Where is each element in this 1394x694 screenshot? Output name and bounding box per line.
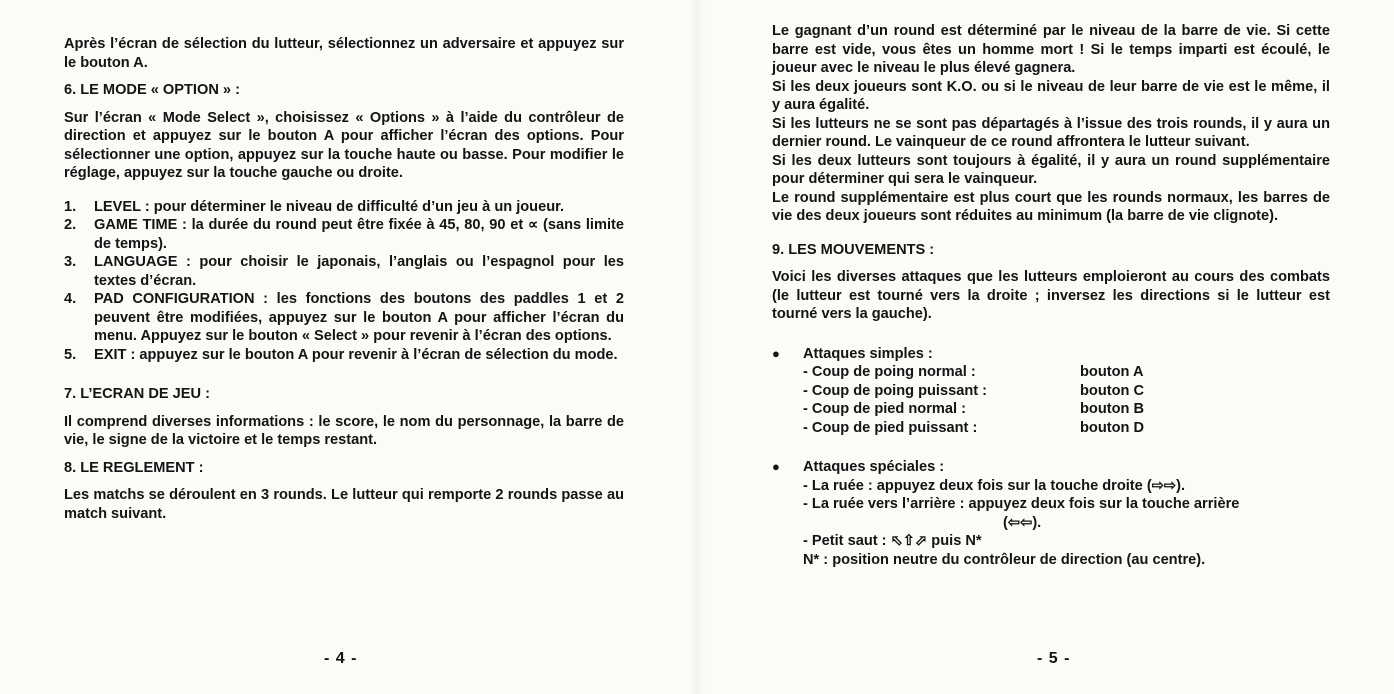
section-8-heading: 8. LE REGLEMENT : (64, 459, 204, 476)
special-move-back-rush: - La ruée vers l’arrière : appuyez deux fois sur la touche arrière (803, 496, 1240, 512)
section-9-paragraph: Voici les diverses attaques que les lutteurs emploieront au cours des combats (le lutteur est tourné vers la droite ; inversez les directions si le lutteur est tourné vers la gauche). (772, 269, 1330, 322)
option-number: 3. (64, 254, 77, 270)
option-item (64, 346, 624, 365)
bullet-icon: ● (772, 459, 780, 474)
rules-paragraph: Le round supplémentaire est plus court que les rounds normaux, les barres de vie des deux joueurs sont réduites au minimum (la barre de vie clignote). (772, 189, 1330, 224)
option-text: LANGUAGE : pour choisir le japonais, l’anglais ou l’espagnol pour les textes d’écran. (94, 254, 624, 289)
rules-paragraph: Le gagnant d’un round est déterminé par le niveau de la barre de vie. Si cette barre est vide, vous êtes un homme mort ! Si le temps imparti est écoulé, le joueur avec le niveau le plus élevé gagnera. (772, 23, 1330, 76)
option-text: GAME TIME : la durée du round peut être fixée à 45, 80, 90 et ∝ (sans limite de temps). (94, 217, 624, 252)
simple-attacks-heading: Attaques simples : (803, 345, 933, 362)
move-row (803, 400, 1330, 419)
simple-attacks-block (772, 345, 1330, 438)
option-text: EXIT : appuyez sur le bouton A pour revenir à l’écran de sélection du mode. (94, 346, 618, 363)
move-row (803, 382, 1330, 401)
page-right (697, 0, 1394, 694)
rules-paragraph: Si les deux lutteurs sont toujours à égalité, il y aura un round supplémentaire pour déterminer qui sera le vainqueur. (772, 152, 1330, 187)
special-move-jump: - Petit saut : ⬁⇧⬀ puis N* (803, 533, 982, 549)
option-number: 1. (64, 198, 77, 215)
right-column (772, 22, 1330, 569)
move-button: bouton B (1080, 401, 1145, 417)
intro-paragraph: Après l’écran de sélection du lutteur, sélectionnez un adversaire et appuyez sur le bouton A. (64, 36, 624, 71)
special-attacks-heading: Attaques spéciales : (803, 459, 945, 475)
section-7-heading: 7. L’ECRAN DE JEU : (64, 386, 210, 402)
section-6-heading: 6. LE MODE « OPTION » : (64, 82, 240, 98)
special-move-rush: - La ruée : appuyez deux fois sur la touche droite (⇨⇨). (803, 477, 1186, 494)
option-text: PAD CONFIGURATION : les fonctions des boutons des paddles 1 et 2 peuvent être modifiées, appuyez sur le bouton A pour afficher l’écran du menu. Appuyez sur le bouton « Select » pour revenir à l’écran des options. (94, 291, 624, 344)
move-row (803, 363, 1330, 382)
option-item (64, 198, 624, 217)
left-column (64, 35, 624, 523)
option-number: 2. (64, 217, 77, 233)
neutral-note: N* : position neutre du contrôleur de direction (au centre). (803, 551, 1206, 568)
option-text: LEVEL : pour déterminer le niveau de difficulté d’un jeu à un joueur. (94, 198, 565, 215)
section-6-paragraph: Sur l’écran « Mode Select », choisissez « Options » à l’aide du contrôleur de direction et appuyez sur le bouton A pour afficher l’écran des options. Pour sélectionner une option, appuyez sur la touche haute ou basse. Pour modifier le réglage, appuyez sur la touche gauche ou droite. (64, 109, 624, 181)
option-item (64, 290, 624, 346)
options-list (64, 198, 624, 365)
move-name: - Coup de pied normal : (803, 401, 966, 417)
move-row (803, 419, 1330, 438)
bullet-icon: ● (772, 345, 780, 361)
move-name: - Coup de poing puissant : (803, 382, 988, 399)
page-number-left: - 4 - (324, 650, 358, 667)
special-attacks-block (772, 458, 1330, 551)
section-7-paragraph: Il comprend diverses informations : le score, le nom du personnage, la barre de vie, le signe de la victoire et le temps restant. (64, 413, 624, 448)
move-button: bouton C (1080, 382, 1145, 399)
move-name: - Coup de poing normal : (803, 364, 976, 380)
move-name: - Coup de pied puissant : (803, 419, 978, 436)
back-rush-arrows: (⇦⇦). (1003, 514, 1042, 531)
section-9-heading: 9. LES MOUVEMENTS : (772, 241, 935, 258)
rules-paragraph: Si les deux joueurs sont K.O. ou si le niveau de leur barre de vie est le même, il y aura égalité. (772, 78, 1330, 113)
option-number: 5. (64, 346, 77, 363)
rules-paragraph: Si les lutteurs ne se sont pas départagés à l’issue des trois rounds, il y aura un dernier round. Le vainqueur de ce round affrontera le lutteur suivant. (772, 115, 1330, 150)
move-button: bouton D (1080, 419, 1145, 436)
page-number-right: - 5 - (1037, 650, 1071, 667)
option-item (64, 216, 624, 253)
option-number: 4. (64, 291, 77, 307)
move-button: bouton A (1080, 364, 1144, 380)
section-8-paragraph: Les matchs se déroulent en 3 rounds. Le lutteur qui remporte 2 rounds passe au match suivant. (64, 487, 624, 522)
option-item (64, 253, 624, 290)
